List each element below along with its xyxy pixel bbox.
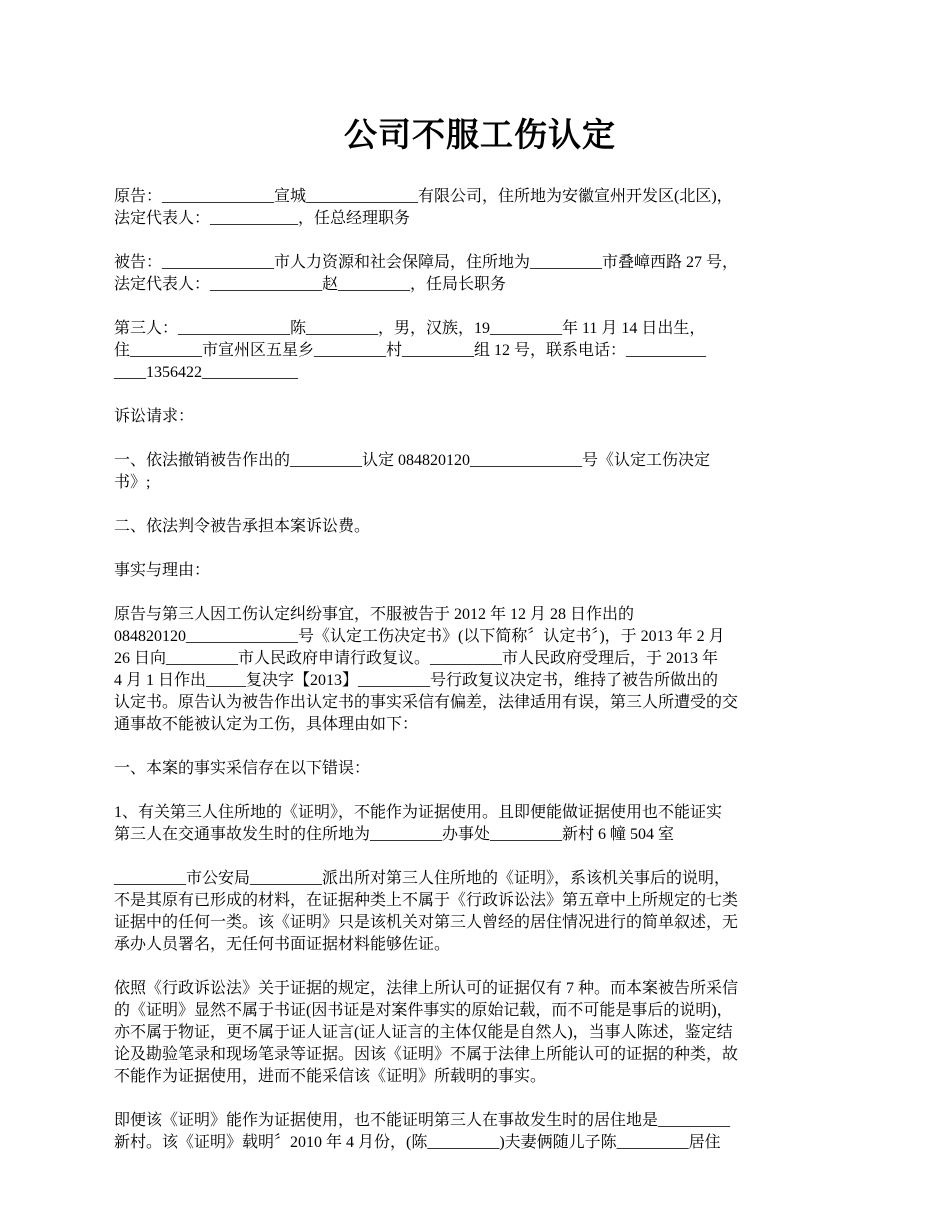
- paragraph: [114, 802, 846, 846]
- document-page: [114, 110, 846, 1176]
- paragraph-line: 不是其原有已形成的材料，在证据种类上不属于《行政诉讼法》第五章中上所规定的七类: [114, 892, 739, 909]
- paragraph-line: 4 月 1 日作出_____复决字【2013】_________号行政复议决定书，维持了被告所做出的: [114, 672, 719, 689]
- paragraph: [114, 758, 846, 780]
- paragraph: [114, 1110, 846, 1154]
- paragraph-line: 承办人员署名，无任何书面证据材料能够佐证。: [114, 936, 451, 953]
- document-title: 公司不服工伤认定: [344, 118, 616, 154]
- paragraph-line: 书》;: [114, 474, 151, 491]
- paragraph-line: 认定书。原告认为被告作出认定书的事实采信有偏差，法律适用有误，第三人所遭受的交: [114, 694, 739, 711]
- paragraph-line: 论及勘验笔录和现场笔录等证据。因该《证明》不属于法律上所能认可的证据的种类，故: [114, 1046, 739, 1063]
- paragraph: [114, 318, 846, 384]
- paragraph-line: 被告：______________市人力资源和社会保障局，住所地为_________市叠嶂西路 27 号，: [114, 254, 739, 271]
- paragraph-line: 法定代表人：___________，任总经理职务: [114, 210, 411, 227]
- paragraph-line: 一、依法撤销被告作出的_________认定 084820120______________号《认定工伤决定: [114, 452, 711, 469]
- document-body: [114, 186, 846, 1154]
- paragraph-line: 不能作为证据使用，进而不能采信该《证明》所载明的事实。: [114, 1068, 547, 1085]
- paragraph-line: 法定代表人：______________赵_________，任局长职务: [114, 276, 507, 293]
- paragraph-line: 依照《行政诉讼法》关于证据的规定，法律上所认可的证据仅有 7 种。而本案被告所采信: [114, 980, 739, 997]
- paragraph: [114, 560, 846, 582]
- paragraph-line: 事实与理由：: [114, 562, 211, 579]
- paragraph: [114, 406, 846, 428]
- paragraph-line: 原告与第三人因工伤认定纠纷事宜，不服被告于 2012 年 12 月 28 日作出的: [114, 606, 635, 623]
- paragraph: [114, 604, 846, 736]
- paragraph: [114, 252, 846, 296]
- paragraph: [114, 186, 846, 230]
- paragraph-line: 第三人：______________陈_________，男，汉族，19_________年 11 月 14 日出生，: [114, 320, 706, 337]
- paragraph: [114, 978, 846, 1088]
- paragraph-line: 通事故不能被认定为工伤，具体理由如下：: [114, 716, 419, 733]
- paragraph-line: 二、依法判令被告承担本案诉讼费。: [114, 518, 371, 535]
- paragraph-line: 证据中的任何一类。该《证明》只是该机关对第三人曾经的居住情况进行的简单叙述，无: [114, 914, 739, 931]
- paragraph: [114, 450, 846, 494]
- paragraph-line: 084820120______________号《认定工伤决定书》(以下简称〞认定书〞)，于 2013 年 2 月: [114, 628, 725, 645]
- paragraph-line: ____1356422____________: [114, 364, 298, 381]
- paragraph: [114, 868, 846, 956]
- paragraph-line: 原告：______________宣城______________有限公司，住所地为安徽宣州开发区(北区)，: [114, 188, 733, 205]
- paragraph-line: 即便该《证明》能作为证据使用，也不能证明第三人在事故发生时的居住地是_________: [114, 1112, 731, 1129]
- paragraph-line: 诉讼请求：: [114, 408, 195, 425]
- paragraph-line: 住_________市宣州区五星乡_________村_________组 12 号，联系电话：__________: [114, 342, 707, 359]
- paragraph-line: _________市公安局_________派出所对第三人住所地的《证明》，系该机关事后的说明，: [114, 870, 731, 887]
- paragraph-line: 亦不属于物证，更不属于证人证言(证人证言的主体仅能是自然人)，当事人陈述，鉴定结: [114, 1024, 733, 1041]
- paragraph-line: 26 日向_________市人民政府申请行政复议。_________市人民政府受理后，于 2013 年: [114, 650, 719, 667]
- paragraph-line: 一、本案的事实采信存在以下错误：: [114, 760, 371, 777]
- paragraph-line: 新村。该《证明》载明〞2010 年 4 月份，(陈_________)夫妻俩随儿子陈_________居住: [114, 1134, 721, 1151]
- paragraph-line: 第三人在交通事故发生时的住所地为_________办事处_________新村 6 幢 504 室: [114, 826, 675, 843]
- paragraph-line: 1、有关第三人住所地的《证明》，不能作为证据使用。且即便能做证据使用也不能证实: [114, 804, 723, 821]
- paragraph: [114, 516, 846, 538]
- paragraph-line: 的《证明》显然不属于书证(因书证是对案件事实的原始记载，而不可能是事后的说明)，: [114, 1002, 733, 1019]
